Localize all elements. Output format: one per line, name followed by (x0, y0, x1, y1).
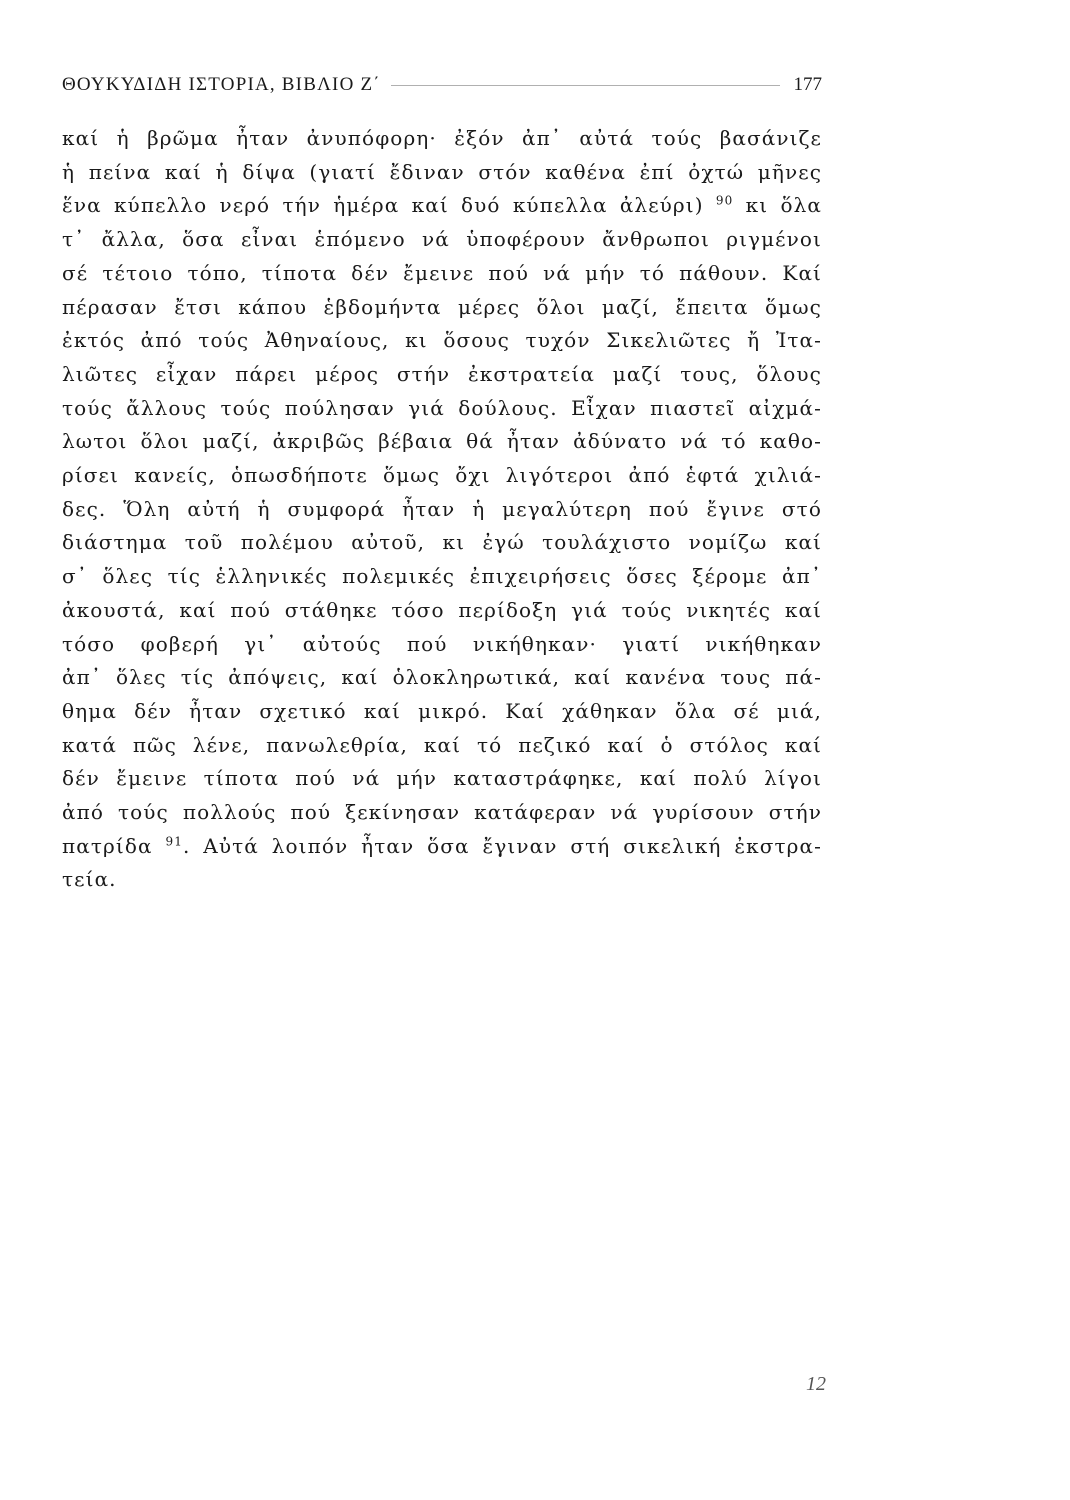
text-line: δες. Ὅλη αὐτή ἡ συμφορά ἦταν ἡ μεγαλύτερη πού ἔγινε στό (62, 496, 822, 521)
text-line: σέ τέτοιο τόπο, τίποτα δέν ἔμεινε πού νά μήν τό πάθουν. Καί (62, 260, 822, 285)
text-line (62, 830, 822, 864)
text-line: δέν ἔμεινε τίποτα πού νά μήν καταστράφηκε, καί πολύ λίγοι (62, 766, 822, 791)
text-line: ἐκτός ἀπό τούς Ἀθηναίους, κι ὅσους τυχόν Σικελιῶτες ἤ Ἰτα- (62, 328, 822, 353)
text-line-segment: . Αὐτά λοιπόν ἦταν ὅσα ἔγιναν στή σικελική ἐκστρα- (182, 833, 823, 858)
text-line: καί ἡ βρῶμα ἦταν ἀνυπόφορη· ἐξόν ἀπ᾿ αὐτά τούς βασάνιζε (62, 126, 822, 150)
text-line: λωτοι ὅλοι μαζί, ἀκριβῶς βέβαια θά ἦταν ἀδύνατο νά τό καθο- (62, 429, 822, 454)
text-line: ρίσει κανείς, ὁπωσδήποτε ὅμως ὄχι λιγότεροι ἀπό ἑφτά χιλιά- (62, 463, 822, 488)
text-line-segment: πατρίδα (62, 833, 153, 858)
text-line: πέρασαν ἔτσι κάπου ἑβδομήντα μέρες ὅλοι μαζί, ἔπειτα ὅμως (62, 294, 822, 319)
text-line: ἀπό τούς πολλούς πού ξεκίνησαν κατάφεραν νά γυρίσουν στήν (62, 800, 822, 825)
text-line: λιῶτες εἶχαν πάρει μέρος στήν ἐκστρατεία μαζί τους, ὅλους (62, 361, 822, 386)
text-line: διάστημα τοῦ πολέμου αὐτοῦ, κι ἐγώ τουλάχιστο νομίζω καί (62, 530, 822, 555)
text-line: τ᾿ ἄλλα, ὅσα εἶναι ἑπόμενο νά ὑποφέρουν ἄνθρωποι ριγμένοι (62, 227, 822, 252)
text-line-segment: ἕνα κύπελλο νερό τήν ἡμέρα καί δυό κύπελλα ἀλεύρι) (62, 193, 704, 218)
running-head-title: ΘΟΥΚΥΔΙΔΗ ΙΣΤΟΡΙΑ, ΒΙΒΛΙΟ Ζ΄ (62, 74, 381, 95)
page-number: 177 (793, 74, 822, 95)
text-line: ἡ πείνα καί ἡ δίψα (γιατί ἔδιναν στόν καθένα ἐπί ὀχτώ μῆνες (62, 159, 822, 184)
text-line: ἀκουστά, καί πού στάθηκε τόσο περίδοξη γιά τούς νικητές καί (62, 597, 822, 622)
text-line: θημα δέν ἦταν σχετικό καί μικρό. Καί χάθηκαν ὅλα σέ μιά, (62, 698, 822, 723)
text-line: τεία. (62, 867, 117, 892)
text-line: κατά πῶς λένε, πανωλεθρία, καί τό πεζικό καί ὁ στόλος καί (62, 732, 822, 757)
header-rule (391, 85, 780, 86)
text-line: ἀπ᾿ ὅλες τίς ἀπόψεις, καί ὁλοκληρωτικά, καί κανένα τους πά- (62, 665, 822, 690)
running-header (62, 70, 822, 100)
text-line: τόσο φοβερή γι᾿ αὐτούς πού νικήθηκαν· γιατί νικήθηκαν (62, 631, 822, 656)
body-text (62, 122, 822, 897)
signature-mark: 12 (806, 1373, 826, 1395)
text-line-segment: κι ὅλα (745, 193, 823, 218)
footnote-ref: 91 (165, 834, 183, 849)
footnote-ref: 90 (715, 193, 734, 208)
text-line: σ᾿ ὅλες τίς ἑλληνικές πολεμικές ἐπιχειρήσεις ὅσες ξέρομε ἀπ᾿ (62, 564, 822, 589)
text-line (62, 189, 822, 223)
text-line: τούς ἄλλους τούς πούλησαν γιά δούλους. Εἶχαν πιαστεῖ αἰχμά- (62, 395, 822, 420)
